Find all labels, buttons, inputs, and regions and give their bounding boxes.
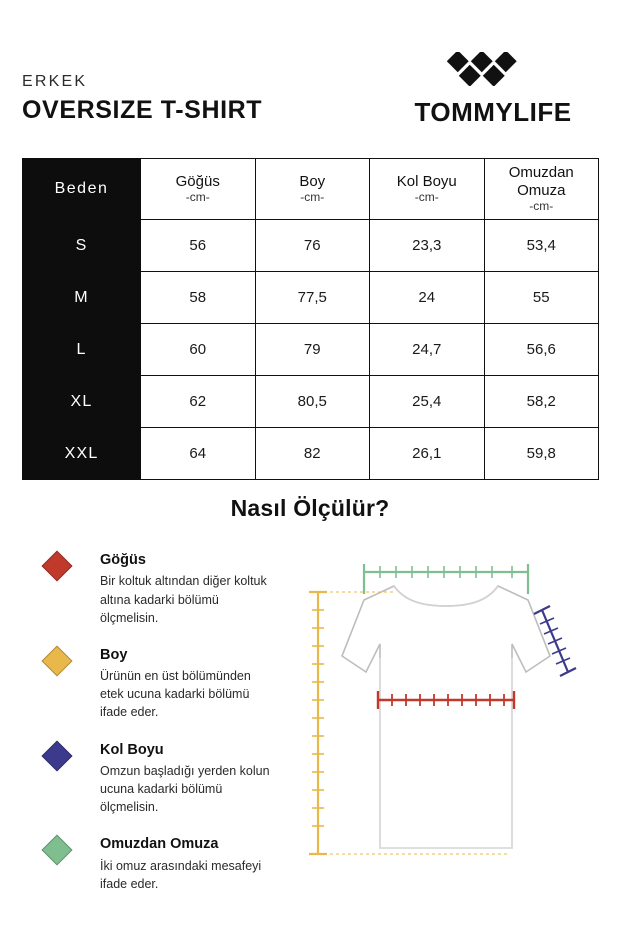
cell-sleeve: 26,1 [370,428,485,480]
cell-chest: 58 [141,272,256,324]
table-header-row [23,159,599,220]
how-to-measure-title: Nasıl Ölçülür? [230,495,390,521]
column-header-sleeve [370,159,485,220]
cell-sleeve: 25,4 [370,376,485,428]
measurement-diagram [296,548,596,888]
legend-item-sleeve [46,742,276,817]
column-header-sleeve-unit: -cm- [414,190,439,205]
cell-sleeve: 23,3 [370,220,485,272]
cell-shoulder: 53,4 [484,220,599,272]
diamond-marker-sleeve-icon [41,740,72,771]
cell-sleeve: 24 [370,272,485,324]
column-header-length-label: Boy [299,172,326,190]
cell-chest: 56 [141,220,256,272]
cell-chest: 60 [141,324,256,376]
cell-shoulder: 58,2 [484,376,599,428]
cell-size: XL [23,376,141,428]
cell-length: 79 [255,324,370,376]
title-block [22,74,262,123]
legend-item-chest [46,552,276,627]
header [22,52,598,144]
cell-sleeve: 24,7 [370,324,485,376]
diamond-marker-length-icon [41,645,72,676]
table-row [23,272,599,324]
diamond-marker-shoulder-icon [41,835,72,866]
cell-length: 80,5 [255,376,370,428]
legend-desc-sleeve: Omzun başladığı yerden kolun ucuna kadarki bölümü ölçmelisin. [100,763,270,815]
cell-length: 77,5 [255,272,370,324]
cell-size: M [23,272,141,324]
column-header-shoulder [484,159,599,220]
legend-desc-chest: Bir koltuk altından diğer koltuk altına kadarki bölümü ölçmelisin. [100,574,267,625]
cell-length: 76 [255,220,370,272]
table-row [23,324,599,376]
cell-chest: 64 [141,428,256,480]
cell-shoulder: 56,6 [484,324,599,376]
legend-title-shoulder: Omuzdan Omuza [100,836,219,853]
size-table [22,158,599,480]
category-eyebrow: ERKEK [22,73,88,90]
legend-title-sleeve: Kol Boyu [100,741,164,758]
column-header-length [255,159,370,220]
cell-shoulder: 55 [484,272,599,324]
size-table-body [23,220,599,480]
measure-legend [46,552,276,913]
table-row [23,376,599,428]
column-header-sleeve-label: Kol Boyu [396,172,457,190]
cell-size: S [23,220,141,272]
column-header-size: Beden [23,159,141,220]
tommylife-diamond-logo-icon [388,52,598,91]
column-header-chest-unit: -cm- [185,190,210,205]
table-row [23,220,599,272]
column-header-shoulder-label: Omuzdan Omuza [508,164,574,199]
page-title: OVERSIZE T-SHIRT [22,96,263,124]
brand-logo [388,52,598,125]
brand-wordmark: TOMMYLIFE [414,97,572,127]
diamond-marker-chest-icon [41,550,72,581]
legend-item-length [46,647,276,722]
column-header-length-unit: -cm- [300,190,325,205]
cell-size: L [23,324,141,376]
column-header-chest-label: Göğüs [175,172,220,190]
cell-shoulder: 59,8 [484,428,599,480]
cell-size: XXL [23,428,141,480]
table-row [23,428,599,480]
column-header-chest [141,159,256,220]
legend-title-length: Boy [100,646,128,663]
cell-length: 82 [255,428,370,480]
t-shirt-outline-icon [342,586,550,848]
column-header-shoulder-unit: -cm- [529,198,554,213]
cell-chest: 62 [141,376,256,428]
legend-item-shoulder [46,836,276,893]
legend-title-chest: Göğüs [100,552,146,568]
legend-desc-shoulder: İki omuz arasındaki mesafeyi ifade eder. [100,858,262,891]
size-table-head [23,159,599,220]
legend-desc-length: Ürünün en üst bölümünden etek ucuna kadarki bölümü ifade eder. [100,669,251,720]
